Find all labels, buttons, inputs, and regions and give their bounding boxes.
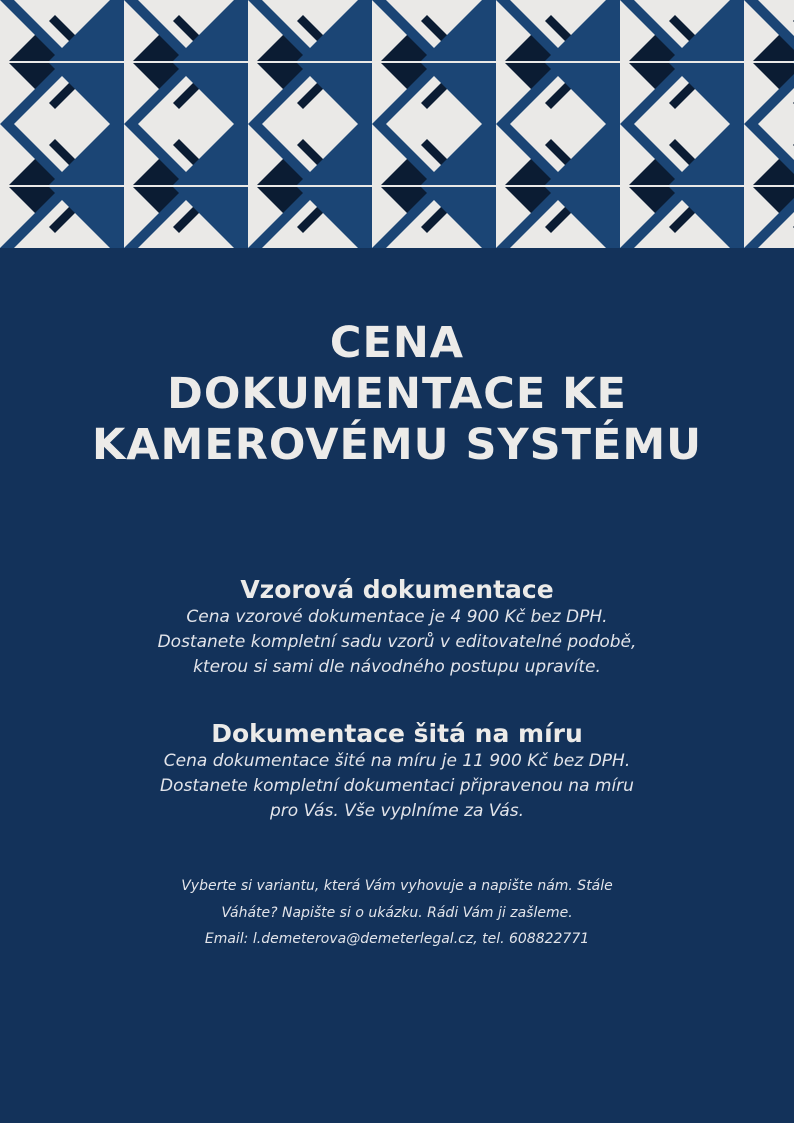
section-text-line: Cena dokumentace šité na míru je 11 900 Kč bez DPH. bbox=[163, 751, 631, 771]
section-custom-documentation bbox=[0, 719, 794, 824]
section-text bbox=[0, 605, 794, 680]
contact-footer bbox=[0, 873, 794, 953]
section-sample-documentation bbox=[0, 575, 794, 680]
footer-contact-line[interactable]: Email: l.demeterova@demeterlegal.cz, tel. 608822771 bbox=[204, 931, 590, 947]
section-heading: Vzorová dokumentace bbox=[240, 575, 554, 604]
section-text-line: pro Vás. Vše vyplníme za Vás. bbox=[269, 801, 525, 821]
page-title bbox=[0, 318, 794, 471]
title-line: CENA bbox=[329, 318, 465, 368]
footer-line: Vyberte si variantu, která Vám vyhovuje a napište nám. Stále bbox=[181, 878, 613, 894]
section-text-line: Dostanete kompletní sadu vzorů v editovatelné podobě, bbox=[157, 632, 637, 652]
footer-line: Váháte? Napište si o ukázku. Rádi Vám ji zašleme. bbox=[221, 904, 573, 921]
section-text-line: kterou si sami dle návodného postupu upravíte. bbox=[193, 657, 601, 677]
section-heading: Dokumentace šitá na míru bbox=[211, 719, 583, 748]
title-line: KAMEROVÉMU SYSTÉMU bbox=[91, 420, 703, 470]
section-text-line: Dostanete kompletní dokumentaci připravenou na míru bbox=[160, 776, 634, 796]
decorative-chevron-pattern bbox=[0, 0, 794, 248]
title-line: DOKUMENTACE KE bbox=[167, 369, 627, 419]
section-text-line: Cena vzorové dokumentace je 4 900 Kč bez DPH. bbox=[186, 607, 608, 627]
section-text bbox=[0, 749, 794, 824]
content-panel bbox=[0, 248, 794, 1123]
